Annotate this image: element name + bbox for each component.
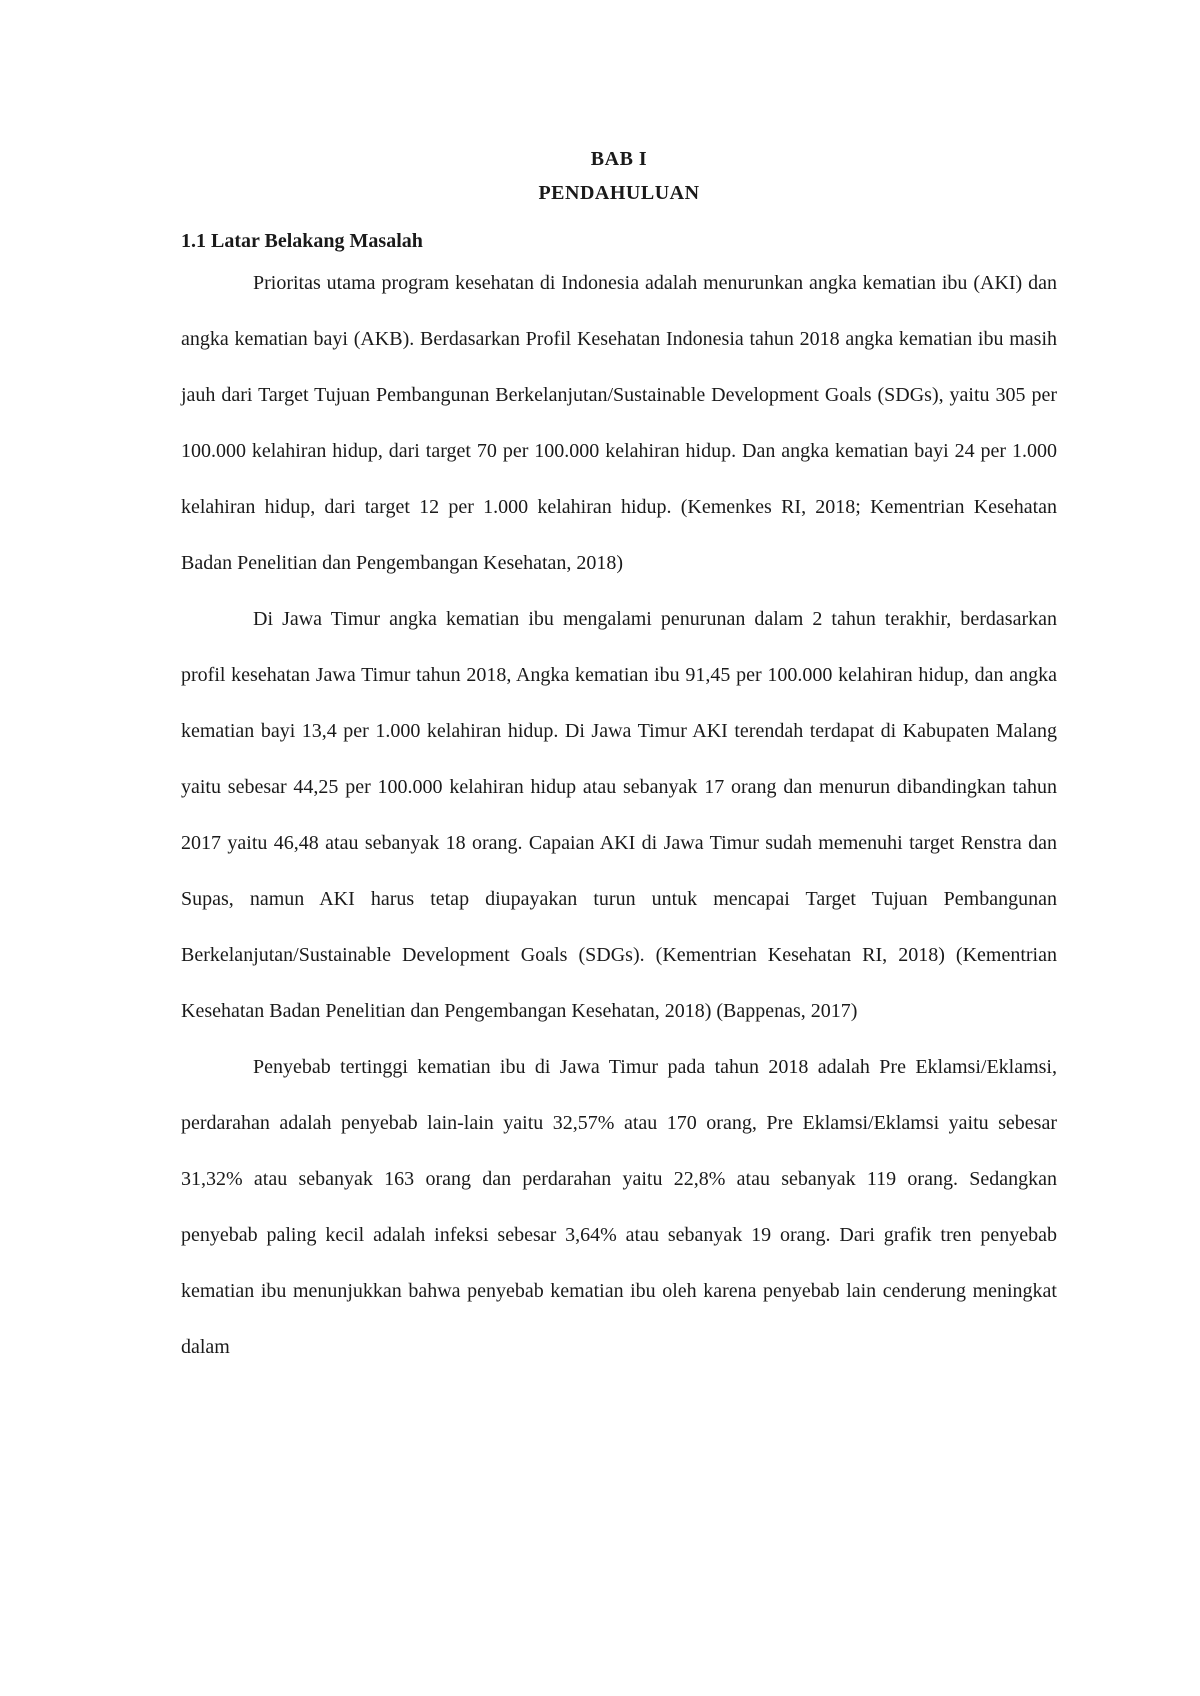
section-heading: 1.1 Latar Belakang Masalah <box>181 230 423 252</box>
paragraph-1: Prioritas utama program kesehatan di Indonesia adalah menurunkan angka kematian ibu (AKI) dan angka kematian bayi (AKB). Berdasarkan Profil Kesehatan Indonesia tahun 2018 angka kematian ibu masih jauh dari Target Tujuan Pembangunan Berkelanjutan/Sustainable Development Goals (SDGs), yaitu 305 per 100.000 kelahiran hidup, dari target 70 per 100.000 kelahiran hidup. Dan angka kematian bayi 24 per 1.000 kelahiran hidup, dari target 12 per 1.000 kelahiran hidup. (Kemenkes RI, 2018; Kementrian Kesehatan Badan Penelitian dan Pengembangan Kesehatan, 2018) <box>181 272 1057 574</box>
paragraph-3: Penyebab tertinggi kematian ibu di Jawa Timur pada tahun 2018 adalah Pre Eklamsi/Eklamsi, perdarahan adalah penyebab lain-lain yaitu 32,57% atau 170 orang, Pre Eklamsi/Eklamsi yaitu sebesar 31,32% atau sebanyak 163 orang dan perdarahan yaitu 22,8% atau sebanyak 119 orang. Sedangkan penyebab paling kecil adalah infeksi sebesar 3,64% atau sebanyak 19 orang. Dari grafik tren penyebab kematian ibu menunjukkan bahwa penyebab kematian ibu oleh karena penyebab lain cenderung meningkat dalam <box>181 1056 1057 1358</box>
chapter-number: BAB I <box>590 148 648 170</box>
paragraph-2: Di Jawa Timur angka kematian ibu mengalami penurunan dalam 2 tahun terakhir, berdasarkan profil kesehatan Jawa Timur tahun 2018, Angka kematian ibu 91,45 per 100.000 kelahiran hidup, dan angka kematian bayi 13,4 per 1.000 kelahiran hidup. Di Jawa Timur AKI terendah terdapat di Kabupaten Malang yaitu sebesar 44,25 per 100.000 kelahiran hidup atau sebanyak 17 orang dan menurun dibandingkan tahun 2017 yaitu 46,48 atau sebanyak 18 orang. Capaian AKI di Jawa Timur sudah memenuhi target Renstra dan Supas, namun AKI harus tetap diupayakan turun untuk mencapai Target Tujuan Pembangunan Berkelanjutan/Sustainable Development Goals (SDGs). (Kementrian Kesehatan RI, 2018) (Kementrian Kesehatan Badan Penelitian dan Pengembangan Kesehatan, 2018) (Bappenas, 2017) <box>181 608 1057 1022</box>
chapter-title: PENDAHULUAN <box>538 182 700 204</box>
page-content <box>181 145 1057 1375</box>
